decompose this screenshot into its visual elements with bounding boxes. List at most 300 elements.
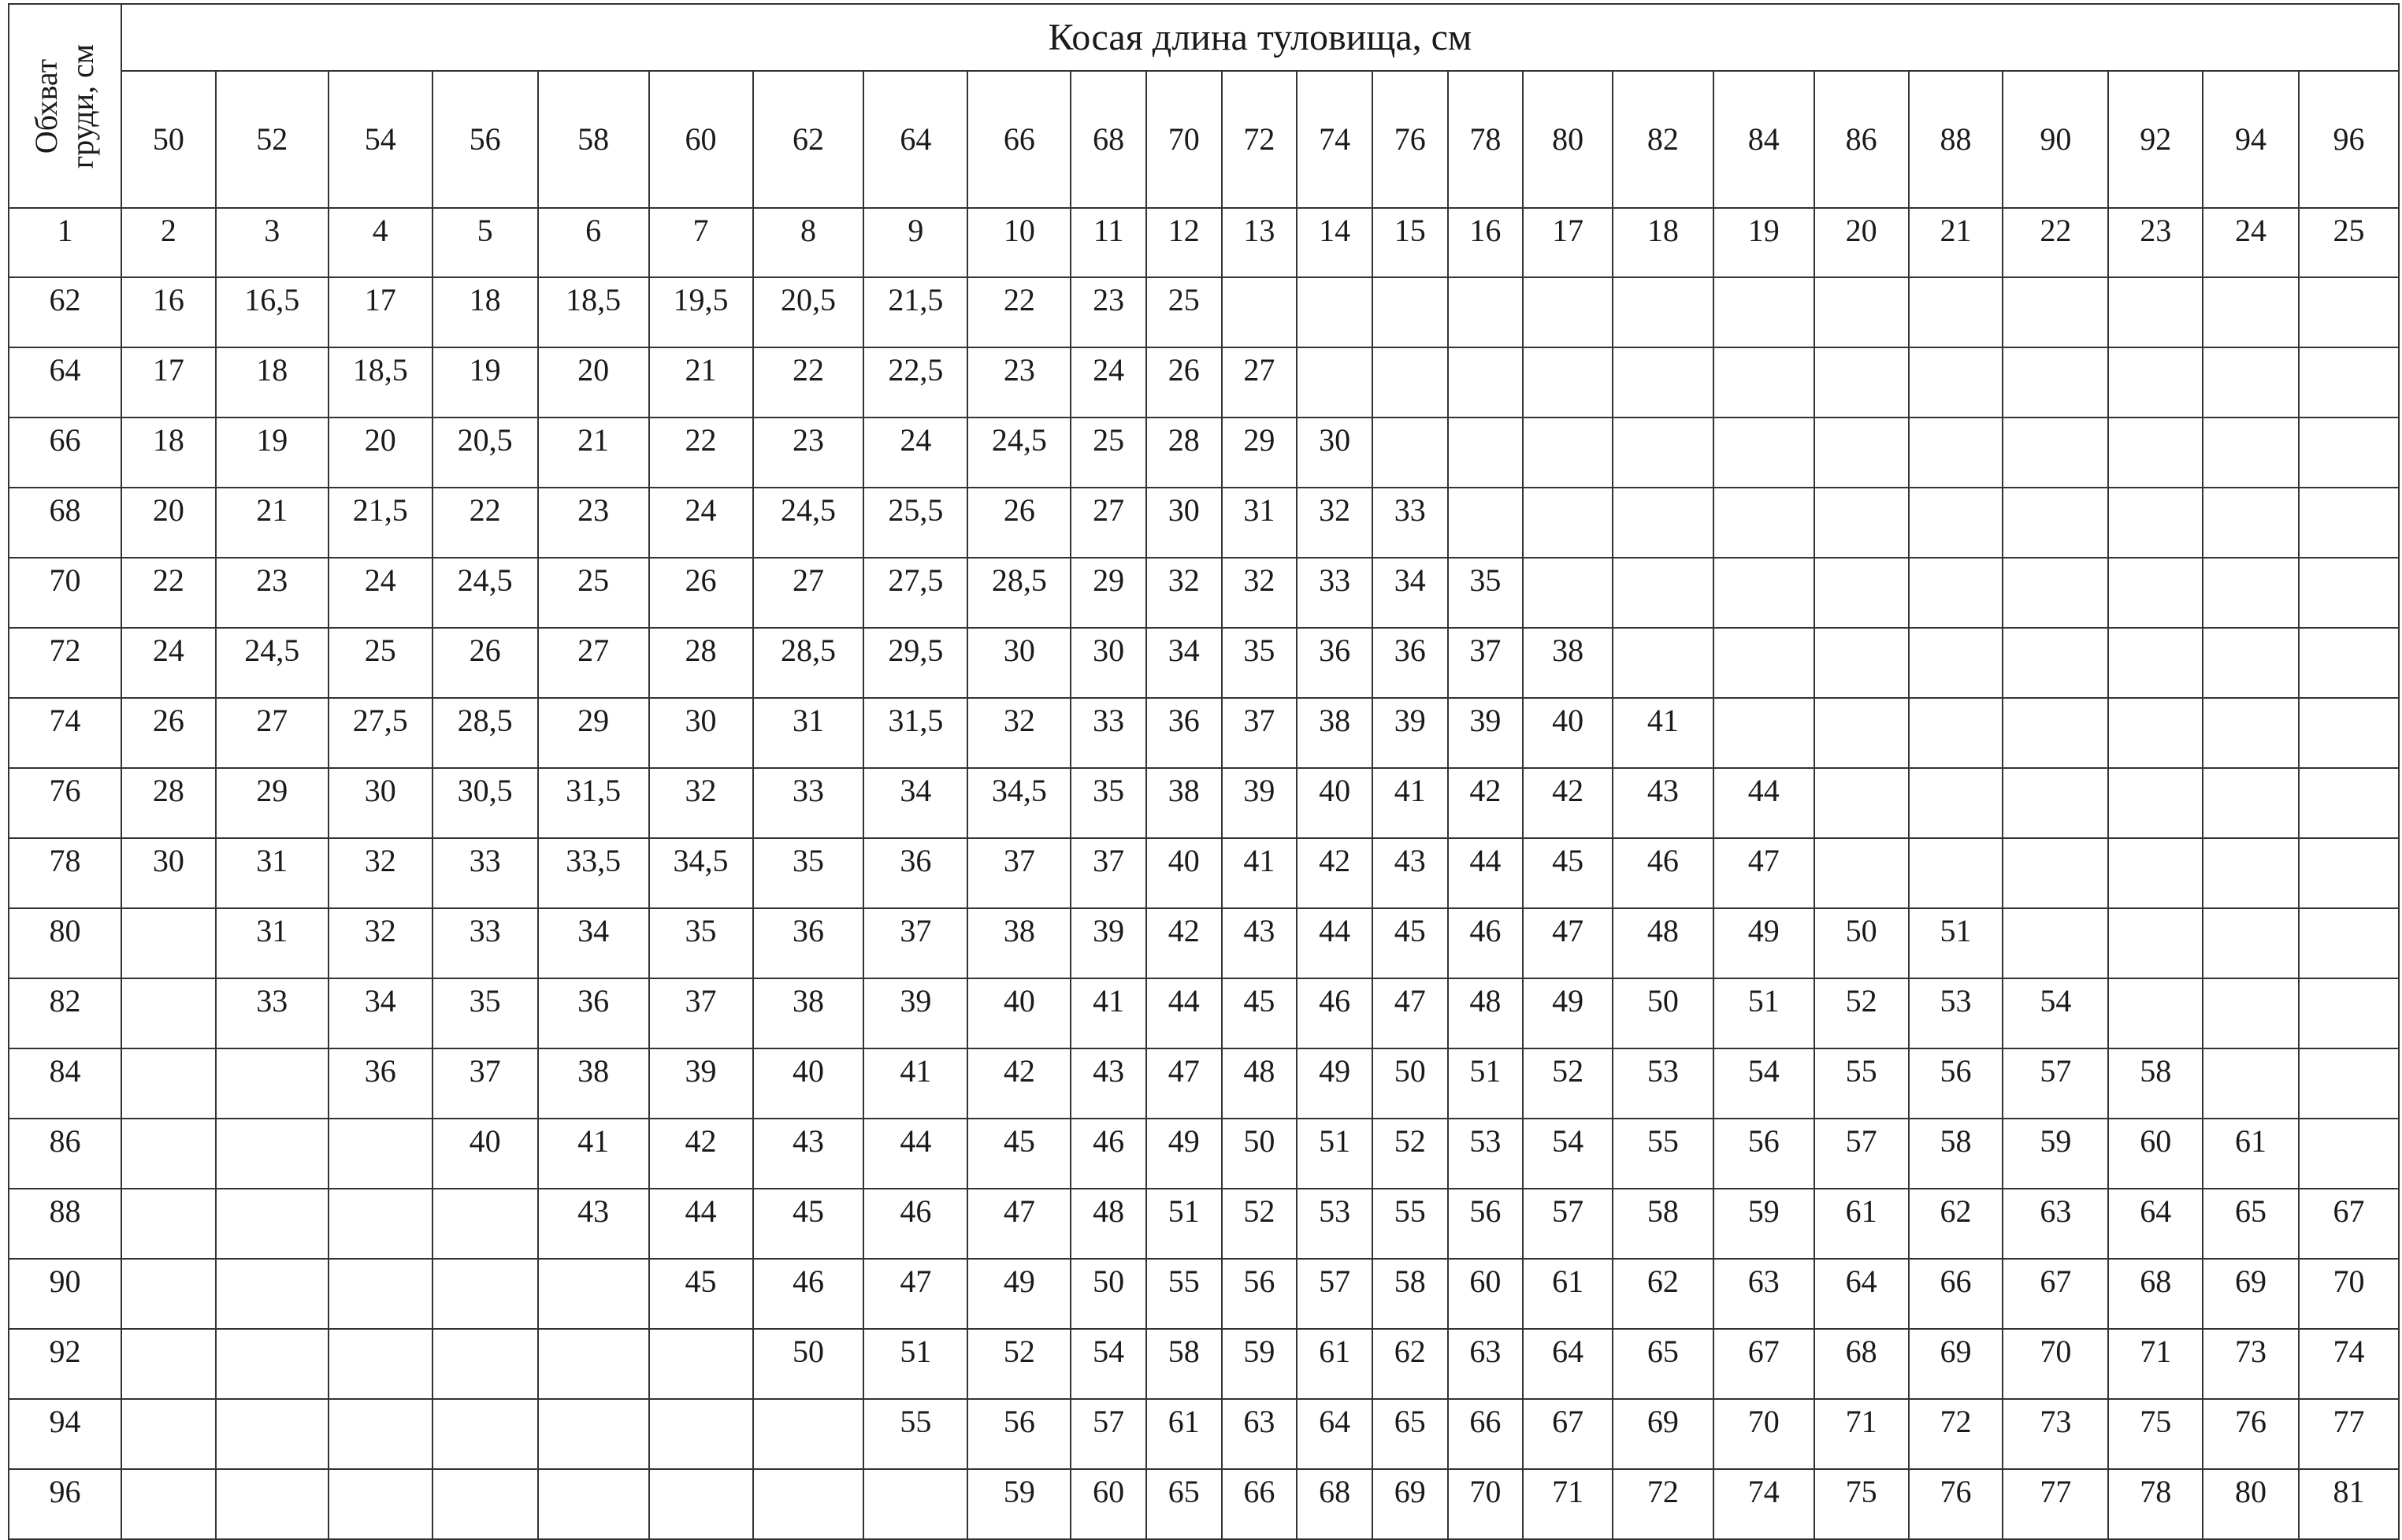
column-header: 50 [121, 71, 216, 208]
value-cell: 19,5 [649, 277, 753, 347]
value-cell [1372, 277, 1448, 347]
value-cell: 76 [1909, 1469, 2003, 1539]
column-number: 2 [121, 208, 216, 277]
table-row [9, 838, 2399, 908]
value-cell: 33 [1372, 488, 1448, 558]
value-cell: 20 [538, 347, 649, 417]
value-cell: 20,5 [753, 277, 864, 347]
value-cell [1613, 558, 1713, 628]
value-cell [1448, 277, 1524, 347]
value-cell: 32 [1297, 488, 1372, 558]
value-cell: 57 [1297, 1259, 1372, 1329]
value-cell [121, 1469, 216, 1539]
value-cell [216, 1399, 329, 1469]
value-cell: 31 [1222, 488, 1298, 558]
value-cell: 33 [216, 978, 329, 1048]
value-cell [2108, 838, 2203, 908]
value-cell: 70 [2003, 1329, 2108, 1399]
value-cell [2003, 417, 2108, 488]
row-header-line: Обхват [28, 58, 65, 154]
value-cell [1814, 277, 1909, 347]
chest-girth-cell: 86 [9, 1119, 121, 1189]
table-row [9, 488, 2399, 558]
value-cell [329, 1329, 433, 1399]
value-cell [2299, 558, 2399, 628]
value-cell: 61 [1814, 1189, 1909, 1259]
chest-girth-cell: 64 [9, 347, 121, 417]
value-cell [1814, 698, 1909, 768]
value-cell [2203, 277, 2299, 347]
value-cell: 43 [1613, 768, 1713, 838]
value-cell: 40 [1146, 838, 1222, 908]
value-cell: 37 [649, 978, 753, 1048]
value-cell: 52 [1222, 1189, 1298, 1259]
value-cell: 56 [1713, 1119, 1814, 1189]
value-cell [1909, 417, 2003, 488]
value-cell: 18 [433, 277, 538, 347]
value-cell: 58 [1613, 1189, 1713, 1259]
value-cell: 36 [538, 978, 649, 1048]
value-cell: 22 [433, 488, 538, 558]
value-cell: 38 [967, 908, 1071, 978]
value-cell: 73 [2003, 1399, 2108, 1469]
column-number: 6 [538, 208, 649, 277]
value-cell [1814, 768, 1909, 838]
value-cell [2299, 908, 2399, 978]
value-cell [1909, 698, 2003, 768]
column-header: 54 [329, 71, 433, 208]
value-cell: 58 [1909, 1119, 2003, 1189]
chest-girth-cell: 80 [9, 908, 121, 978]
value-cell: 68 [1297, 1469, 1372, 1539]
value-cell: 51 [1713, 978, 1814, 1048]
value-cell: 26 [433, 628, 538, 698]
value-cell: 24,5 [967, 417, 1071, 488]
value-cell [538, 1259, 649, 1329]
value-cell [1909, 488, 2003, 558]
value-cell: 70 [2299, 1259, 2399, 1329]
value-cell: 65 [1146, 1469, 1222, 1539]
value-cell: 27 [753, 558, 864, 628]
value-cell: 31,5 [538, 768, 649, 838]
table-row [9, 628, 2399, 698]
value-cell: 33 [1297, 558, 1372, 628]
value-cell: 46 [1297, 978, 1372, 1048]
value-cell: 50 [1222, 1119, 1298, 1189]
value-cell [433, 1329, 538, 1399]
value-cell: 25,5 [863, 488, 967, 558]
value-cell: 60 [2108, 1119, 2203, 1189]
value-cell: 39 [1372, 698, 1448, 768]
value-cell: 39 [1222, 768, 1298, 838]
value-cell: 40 [1523, 698, 1613, 768]
value-cell: 64 [1523, 1329, 1613, 1399]
value-cell: 33 [433, 908, 538, 978]
value-cell: 61 [1146, 1399, 1222, 1469]
value-cell: 22 [649, 417, 753, 488]
value-cell: 30 [967, 628, 1071, 698]
value-cell: 21,5 [329, 488, 433, 558]
value-cell: 44 [1713, 768, 1814, 838]
value-cell: 35 [1448, 558, 1524, 628]
value-cell [1523, 417, 1613, 488]
value-cell: 49 [1297, 1048, 1372, 1119]
value-cell: 20,5 [433, 417, 538, 488]
value-cell: 44 [863, 1119, 967, 1189]
value-cell [1814, 558, 1909, 628]
value-cell [863, 1469, 967, 1539]
value-cell: 53 [1613, 1048, 1713, 1119]
column-number: 17 [1523, 208, 1613, 277]
value-cell [2203, 488, 2299, 558]
value-cell: 24 [1071, 347, 1146, 417]
value-cell: 19 [216, 417, 329, 488]
value-cell: 69 [1613, 1399, 1713, 1469]
value-cell [538, 1329, 649, 1399]
value-cell: 43 [538, 1189, 649, 1259]
value-cell [2003, 838, 2108, 908]
value-cell: 50 [753, 1329, 864, 1399]
table-title: Косая длина туловища, см [121, 4, 2399, 71]
value-cell: 54 [1523, 1119, 1613, 1189]
value-cell: 27 [216, 698, 329, 768]
column-header: 70 [1146, 71, 1222, 208]
column-header: 84 [1713, 71, 1814, 208]
value-cell [1909, 558, 2003, 628]
column-number: 14 [1297, 208, 1372, 277]
value-cell: 69 [1909, 1329, 2003, 1399]
value-cell: 25 [1071, 417, 1146, 488]
value-cell [2203, 1048, 2299, 1119]
column-number: 15 [1372, 208, 1448, 277]
value-cell: 27 [538, 628, 649, 698]
value-cell: 54 [1071, 1329, 1146, 1399]
value-cell: 41 [1613, 698, 1713, 768]
value-cell [1372, 347, 1448, 417]
value-cell [1713, 277, 1814, 347]
value-cell: 71 [1523, 1469, 1613, 1539]
value-cell [1713, 347, 1814, 417]
value-cell: 24 [329, 558, 433, 628]
value-cell: 70 [1448, 1469, 1524, 1539]
value-cell [1372, 417, 1448, 488]
value-cell [2003, 558, 2108, 628]
column-number: 1 [9, 208, 121, 277]
value-cell: 56 [1448, 1189, 1524, 1259]
value-cell: 21 [538, 417, 649, 488]
value-cell: 26 [121, 698, 216, 768]
value-cell: 25 [538, 558, 649, 628]
chest-girth-cell: 74 [9, 698, 121, 768]
value-cell: 48 [1613, 908, 1713, 978]
value-cell [433, 1469, 538, 1539]
column-header: 80 [1523, 71, 1613, 208]
value-cell: 54 [1713, 1048, 1814, 1119]
value-cell [1448, 417, 1524, 488]
value-cell: 39 [863, 978, 967, 1048]
value-cell: 47 [1146, 1048, 1222, 1119]
value-cell: 41 [538, 1119, 649, 1189]
value-cell [433, 1259, 538, 1329]
value-cell: 36 [329, 1048, 433, 1119]
chest-girth-cell: 66 [9, 417, 121, 488]
column-header: 64 [863, 71, 967, 208]
value-cell: 24,5 [433, 558, 538, 628]
value-cell: 69 [1372, 1469, 1448, 1539]
value-cell: 35 [433, 978, 538, 1048]
chest-girth-cell: 88 [9, 1189, 121, 1259]
value-cell: 53 [1297, 1189, 1372, 1259]
value-cell: 52 [967, 1329, 1071, 1399]
value-cell [2108, 908, 2203, 978]
value-cell: 26 [967, 488, 1071, 558]
value-cell: 32 [649, 768, 753, 838]
value-cell: 47 [967, 1189, 1071, 1259]
value-cell: 25 [329, 628, 433, 698]
value-cell: 23 [967, 347, 1071, 417]
value-cell [649, 1329, 753, 1399]
value-cell: 40 [433, 1119, 538, 1189]
value-cell [1909, 628, 2003, 698]
column-header: 60 [649, 71, 753, 208]
value-cell [329, 1469, 433, 1539]
column-header: 52 [216, 71, 329, 208]
value-cell: 42 [1146, 908, 1222, 978]
value-cell: 71 [2108, 1329, 2203, 1399]
value-cell [2203, 978, 2299, 1048]
column-number: 3 [216, 208, 329, 277]
value-cell: 61 [1523, 1259, 1613, 1329]
value-cell: 38 [1297, 698, 1372, 768]
value-cell: 42 [1297, 838, 1372, 908]
value-cell [2003, 488, 2108, 558]
value-cell: 66 [1448, 1399, 1524, 1469]
value-cell: 69 [2203, 1259, 2299, 1329]
value-cell: 48 [1071, 1189, 1146, 1259]
value-cell: 75 [1814, 1469, 1909, 1539]
table-row [9, 978, 2399, 1048]
value-cell [2203, 698, 2299, 768]
value-cell: 28,5 [753, 628, 864, 698]
value-cell [2203, 558, 2299, 628]
value-cell [1523, 488, 1613, 558]
value-cell [538, 1469, 649, 1539]
column-number: 7 [649, 208, 753, 277]
value-cell [1448, 347, 1524, 417]
table-row [9, 1329, 2399, 1399]
value-cell: 42 [967, 1048, 1071, 1119]
value-cell [2299, 698, 2399, 768]
value-cell [2203, 838, 2299, 908]
value-cell: 65 [1613, 1329, 1713, 1399]
value-cell: 38 [1146, 768, 1222, 838]
value-cell: 52 [1372, 1119, 1448, 1189]
table-row [9, 1048, 2399, 1119]
value-cell: 45 [1222, 978, 1298, 1048]
value-cell: 48 [1222, 1048, 1298, 1119]
value-cell: 54 [2003, 978, 2108, 1048]
column-number: 21 [1909, 208, 2003, 277]
value-cell [1814, 417, 1909, 488]
value-cell: 32 [967, 698, 1071, 768]
value-cell: 18 [121, 417, 216, 488]
value-cell [2299, 488, 2399, 558]
value-cell: 77 [2003, 1469, 2108, 1539]
value-cell: 28 [1146, 417, 1222, 488]
column-header: 72 [1222, 71, 1298, 208]
value-cell: 46 [1448, 908, 1524, 978]
value-cell: 30 [1146, 488, 1222, 558]
value-cell: 81 [2299, 1469, 2399, 1539]
value-cell [1909, 277, 2003, 347]
value-cell: 24 [121, 628, 216, 698]
value-cell: 55 [1613, 1119, 1713, 1189]
value-cell [2108, 628, 2203, 698]
value-cell: 64 [1814, 1259, 1909, 1329]
value-cell: 59 [967, 1469, 1071, 1539]
value-cell: 36 [1372, 628, 1448, 698]
value-cell: 31 [216, 838, 329, 908]
value-cell: 41 [1372, 768, 1448, 838]
value-cell: 70 [1713, 1399, 1814, 1469]
row-header-label [28, 43, 101, 168]
value-cell: 27 [1222, 347, 1298, 417]
value-cell [1523, 558, 1613, 628]
value-cell: 68 [1814, 1329, 1909, 1399]
value-cell: 31 [753, 698, 864, 768]
column-number: 16 [1448, 208, 1524, 277]
value-cell: 59 [2003, 1119, 2108, 1189]
value-cell [433, 1399, 538, 1469]
value-cell: 34 [1372, 558, 1448, 628]
value-cell [2108, 417, 2203, 488]
value-cell: 74 [1713, 1469, 1814, 1539]
column-header: 78 [1448, 71, 1524, 208]
value-cell: 30 [121, 838, 216, 908]
column-number: 9 [863, 208, 967, 277]
value-cell: 67 [2299, 1189, 2399, 1259]
value-cell [1613, 628, 1713, 698]
value-cell [121, 1399, 216, 1469]
value-cell: 58 [1146, 1329, 1222, 1399]
column-number: 11 [1071, 208, 1146, 277]
table-row [9, 908, 2399, 978]
value-cell: 65 [2203, 1189, 2299, 1259]
value-cell [2003, 698, 2108, 768]
chest-girth-cell: 62 [9, 277, 121, 347]
value-cell: 38 [753, 978, 864, 1048]
value-cell: 22 [967, 277, 1071, 347]
value-cell [649, 1469, 753, 1539]
column-header: 56 [433, 71, 538, 208]
value-cell: 42 [1523, 768, 1613, 838]
table-row [9, 1469, 2399, 1539]
value-cell: 51 [1146, 1189, 1222, 1259]
value-cell: 72 [1613, 1469, 1713, 1539]
value-cell: 18,5 [329, 347, 433, 417]
value-cell: 40 [967, 978, 1071, 1048]
value-cell: 63 [2003, 1189, 2108, 1259]
value-cell: 50 [1814, 908, 1909, 978]
value-cell: 47 [1372, 978, 1448, 1048]
value-cell: 34 [538, 908, 649, 978]
value-cell: 23 [216, 558, 329, 628]
table-row [9, 1399, 2399, 1469]
column-number: 12 [1146, 208, 1222, 277]
value-cell [2203, 417, 2299, 488]
value-cell: 61 [2203, 1119, 2299, 1189]
value-cell: 36 [1297, 628, 1372, 698]
value-cell: 27,5 [329, 698, 433, 768]
value-cell [2003, 768, 2108, 838]
table-row [9, 1189, 2399, 1259]
column-header: 92 [2108, 71, 2203, 208]
value-cell: 16,5 [216, 277, 329, 347]
value-cell [1909, 838, 2003, 908]
value-cell [2203, 347, 2299, 417]
value-cell: 31 [216, 908, 329, 978]
value-cell: 29 [1222, 417, 1298, 488]
value-cell: 45 [1372, 908, 1448, 978]
table-row [9, 768, 2399, 838]
value-cell [2003, 347, 2108, 417]
column-number: 25 [2299, 208, 2399, 277]
value-cell: 41 [1222, 838, 1298, 908]
column-number: 20 [1814, 208, 1909, 277]
value-cell: 60 [1448, 1259, 1524, 1329]
column-number: 23 [2108, 208, 2203, 277]
value-cell: 26 [649, 558, 753, 628]
value-cell [1713, 488, 1814, 558]
value-cell: 55 [863, 1399, 967, 1469]
value-cell [1713, 628, 1814, 698]
value-cell: 75 [2108, 1399, 2203, 1469]
value-cell [538, 1399, 649, 1469]
chest-girth-cell: 90 [9, 1259, 121, 1329]
value-cell: 34,5 [649, 838, 753, 908]
value-cell: 37 [1222, 698, 1298, 768]
value-cell [2108, 558, 2203, 628]
value-cell: 80 [2203, 1469, 2299, 1539]
value-cell: 30 [649, 698, 753, 768]
value-cell: 18 [216, 347, 329, 417]
value-cell: 38 [1523, 628, 1613, 698]
value-cell: 49 [967, 1259, 1071, 1329]
value-cell: 19 [433, 347, 538, 417]
value-cell: 53 [1448, 1119, 1524, 1189]
value-cell: 63 [1448, 1329, 1524, 1399]
column-header: 68 [1071, 71, 1146, 208]
value-cell: 33 [433, 838, 538, 908]
value-cell: 52 [1523, 1048, 1613, 1119]
value-cell: 67 [1713, 1329, 1814, 1399]
chest-girth-cell: 68 [9, 488, 121, 558]
value-cell: 45 [649, 1259, 753, 1329]
column-number: 5 [433, 208, 538, 277]
value-cell: 51 [1297, 1119, 1372, 1189]
value-cell: 28,5 [967, 558, 1071, 628]
value-cell [121, 1119, 216, 1189]
value-cell: 39 [649, 1048, 753, 1119]
value-cell: 35 [1222, 628, 1298, 698]
value-cell [2108, 347, 2203, 417]
value-cell: 29,5 [863, 628, 967, 698]
value-cell: 51 [863, 1329, 967, 1399]
value-cell: 22 [121, 558, 216, 628]
value-cell: 44 [1297, 908, 1372, 978]
value-cell: 34,5 [967, 768, 1071, 838]
value-cell: 34 [863, 768, 967, 838]
